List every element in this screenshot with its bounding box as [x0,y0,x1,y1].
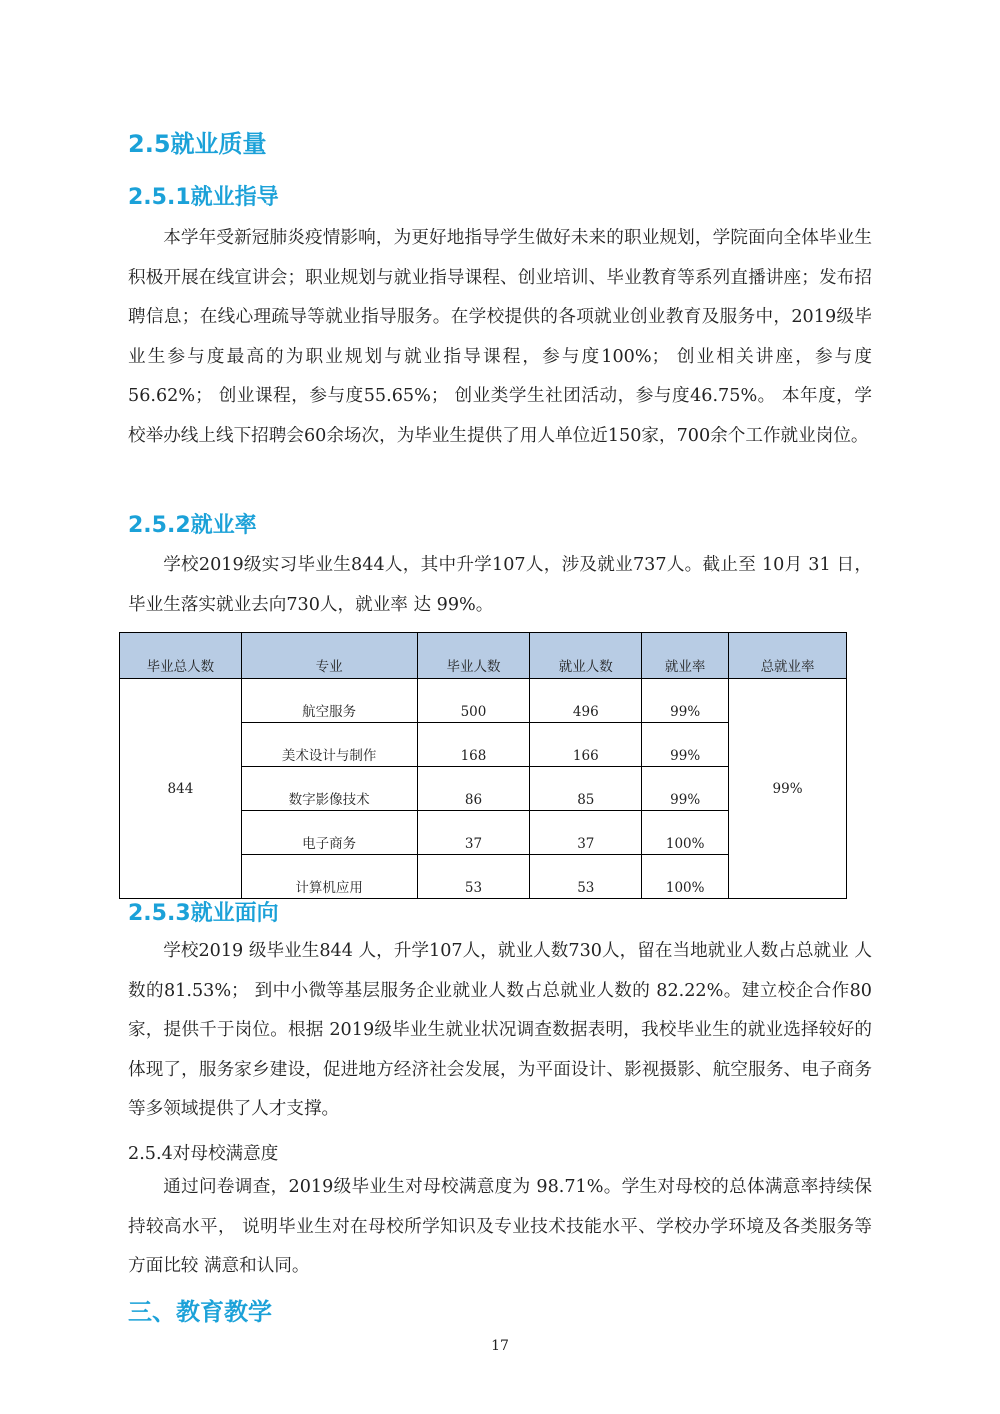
section-2-5-4-body: 通过问卷调查，2019级毕业生对母校满意度为 98.71%。学生对母校的总体满意率持续保持较高水平， 说明毕业生对在母校所学知识及专业技术技能水平、学校办学环境及各类服务等方面比较 满意和认同。 [128,1177,872,1276]
section-2-5-1-heading: 2.5.1就业指导 [128,185,279,210]
major-cell: 电子商务 [241,811,417,855]
graduates-cell: 37 [417,811,530,855]
table-header-cell: 就业率 [642,633,729,679]
employed-cell: 166 [530,723,642,767]
section-2-5-3-body: 学校2019 级毕业生844 人，升学107人，就业人数730人，留在当地就业人数占总就业 人数的81.53%； 到中小微等基层服务企业就业人数占总就业人数的 82.22%。建立校企合作80家，提供千于岗位。根据 2019级毕业生就业状况调查数据表明，我校毕业生的就业选择较好的体现了，服务家乡建设，促进地方经济社会发展，为平面设计、影视摄影、航空服务、电子商务等多领域提供了人才支撑。 [128,941,872,1119]
employed-cell: 53 [530,855,642,899]
rate-cell: 100% [642,811,729,855]
employed-cell: 37 [530,811,642,855]
overall-rate-cell: 99% [729,679,847,899]
graduates-cell: 53 [417,855,530,899]
table-header-cell: 专业 [241,633,417,679]
table-header-cell: 毕业总人数 [120,633,242,679]
rate-cell: 99% [642,723,729,767]
rate-cell: 100% [642,855,729,899]
section-2-5-3-heading: 2.5.3就业面向 [128,901,279,926]
section-2-5-2-body: 学校2019级实习毕业生844人，其中升学107人，涉及就业737人。截止至 10月 31 日，毕业生落实就业去向730人，就业率 达 99%。 [128,555,872,615]
section-2-5-4-heading: 2.5.4对母校满意度 [128,1144,279,1164]
rate-cell: 99% [642,767,729,811]
employed-cell: 85 [530,767,642,811]
table-header-cell: 就业人数 [530,633,642,679]
graduates-cell: 86 [417,767,530,811]
page-number: 17 [491,1338,509,1354]
table-header-cell: 总就业率 [729,633,847,679]
employment-rate-table [119,632,847,899]
table-header-cell: 毕业人数 [417,633,530,679]
major-cell: 计算机应用 [241,855,417,899]
employed-cell: 496 [530,679,642,723]
graduates-cell: 500 [417,679,530,723]
table-header-row [120,633,847,679]
graduates-cell: 168 [417,723,530,767]
section-2-5-1-body: 本学年受新冠肺炎疫情影响，为更好地指导学生做好未来的职业规划，学院面向全体毕业生积极开展在线宣讲会；职业规划与就业指导课程、创业培训、毕业教育等系列直播讲座；发布招聘信息；在线心理疏导等就业指导服务。在学校提供的各项就业创业教育及服务中，2019级毕业生参与度最高的为职业规划与就业指导课程，参与度100%； 创业相关讲座，参与度56.62%； 创业课程，参与度55.65%； 创业类学生社团活动，参与度46.75%。 本年度，学校举办线上线下招聘会60余场次，为毕业生提供了用人单位近150家，700余个工作就业岗位。 [128,228,872,446]
rate-cell: 99% [642,679,729,723]
major-cell: 航空服务 [241,679,417,723]
major-cell: 美术设计与制作 [241,723,417,767]
major-cell: 数字影像技术 [241,767,417,811]
total-graduates-cell: 844 [120,679,242,899]
section-2-5-heading: 2.5就业质量 [128,130,267,158]
table-row [120,679,847,723]
section-2-5-2-heading: 2.5.2就业率 [128,513,257,538]
section-3-heading: 三、教育教学 [128,1298,272,1326]
